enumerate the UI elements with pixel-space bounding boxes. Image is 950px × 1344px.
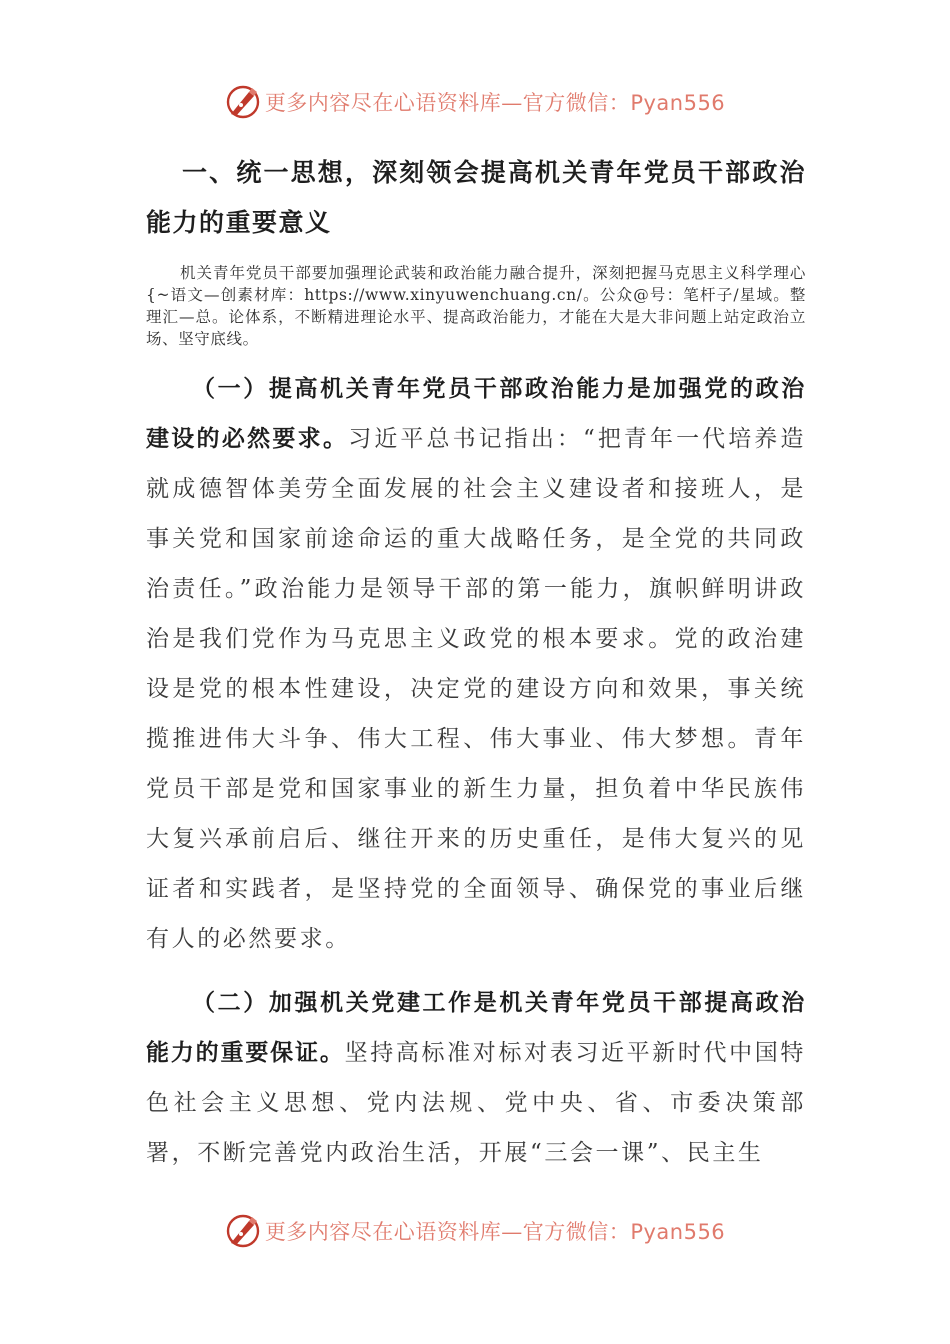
banner-text: 更多内容尽在心语资料库—官方微信：Pyan556 — [264, 1220, 726, 1244]
banner-text: 更多内容尽在心语资料库—官方微信：Pyan556 — [264, 91, 726, 115]
paragraph-2-body: 坚持高标准对标对表习近平新时代中国特色社会主义思想、党内法规、党中央、省、市委决策部署，不断完善党内政治生活，开展“三会一课”、民主生 — [146, 1040, 806, 1166]
paragraph-1-lead: （一）提高机关青年党员干部政治能力是加强党的政治建设的必然要求。 — [146, 376, 806, 452]
pen-nib-icon — [225, 84, 261, 120]
paragraph-1 — [146, 364, 806, 964]
wechat-id: Pyan556 — [630, 1220, 726, 1244]
header-banner — [0, 82, 950, 122]
document-body — [146, 148, 806, 1192]
footer-banner — [0, 1211, 950, 1251]
wechat-id: Pyan556 — [630, 91, 726, 115]
paragraph-2-lead: （二）加强机关党建工作是机关青年党员干部提高政治能力的重要保证。 — [146, 990, 806, 1066]
intro-paragraph: 机关青年党员干部要加强理论武装和政治能力融合提升，深刻把握马克思主义科学理心{~语文—创素材库：https://www.xinyuwenchuang.cn/。公众@号：笔杆子/星域。整理汇—总。论体系，不断精进理论水平、提高政治能力，才能在大是大非问题上站定政治立场、坚守底线。 — [146, 264, 806, 348]
paragraph-1-body: 习近平总书记指出：“把青年一代培养造就成德智体美劳全面发展的社会主义建设者和接班人，是事关党和国家前途命运的重大战略任务，是全党的共同政治责任。”政治能力是领导干部的第一能力，旗帜鲜明讲政治是我们党作为马克思主义政党的根本要求。党的政治建设是党的根本性建设，决定党的建设方向和效果，事关统揽推进伟大斗争、伟大工程、伟大事业、伟大梦想。青年党员干部是党和国家事业的新生力量，担负着中华民族伟大复兴承前启后、继往开来的历史重任，是伟大复兴的见证者和实践者，是坚持党的全面领导、确保党的事业后继有人的必然要求。 — [146, 426, 806, 952]
section-heading: 一、统一思想，深刻领会提高机关青年党员干部政治能力的重要意义 — [146, 158, 806, 237]
paragraph-2 — [146, 978, 806, 1178]
pen-nib-icon — [225, 1213, 261, 1249]
